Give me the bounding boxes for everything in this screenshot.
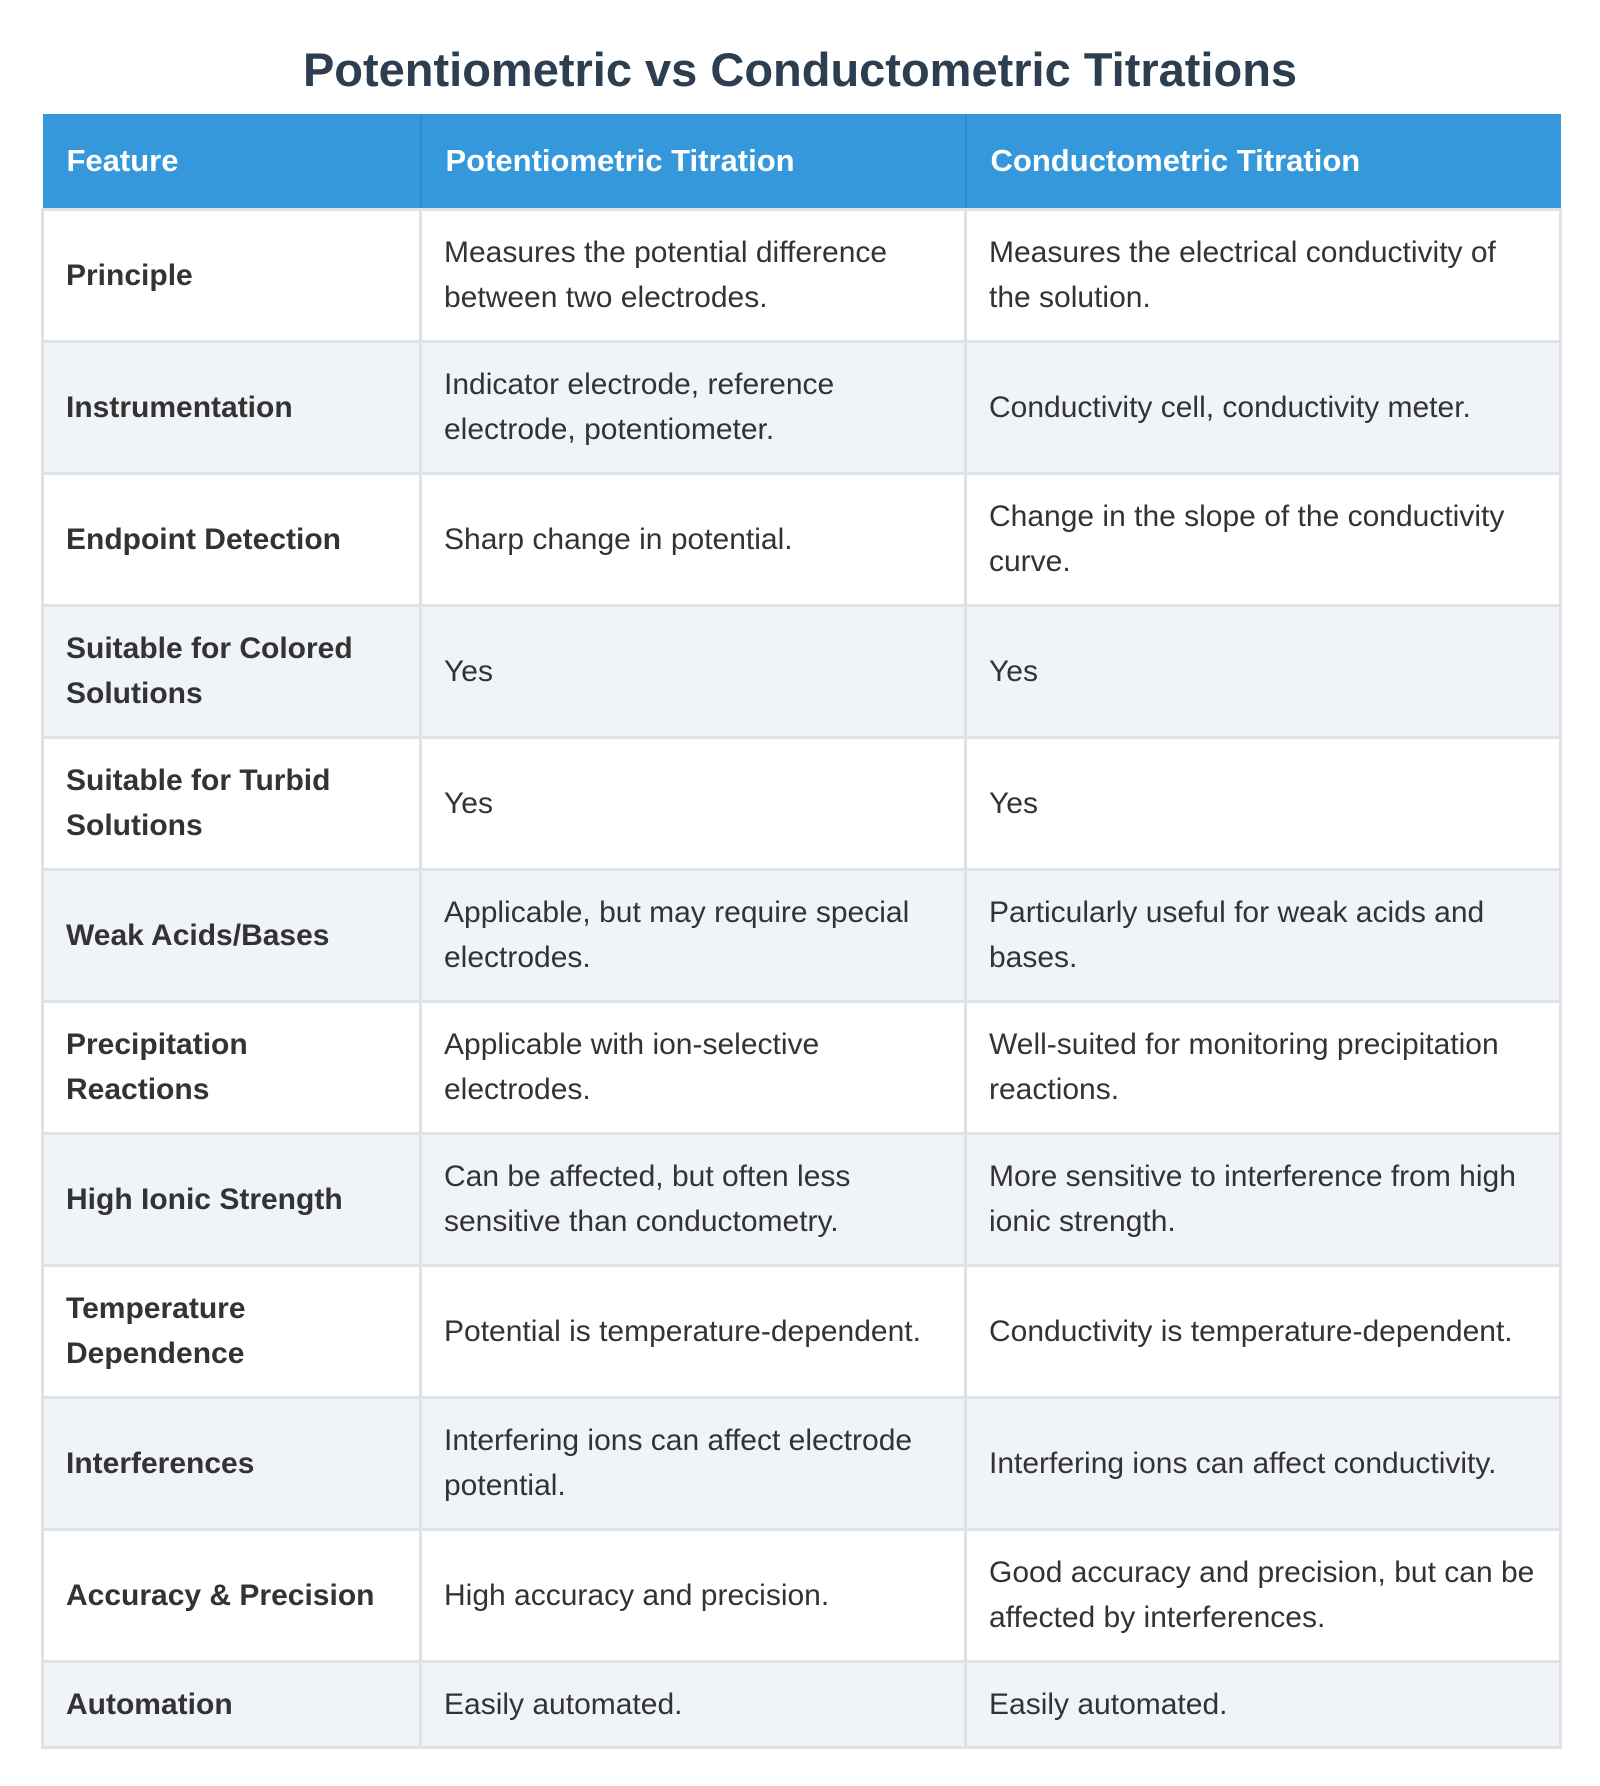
header-potentiometric: Potentiometric Titration	[421, 114, 966, 209]
conductometric-cell: Well-suited for monitoring precipitation reactions.	[966, 1001, 1561, 1133]
potentiometric-cell: Applicable, but may require special electrodes.	[421, 869, 966, 1001]
potentiometric-cell: Yes	[421, 605, 966, 737]
feature-cell: Precipitation Reactions	[43, 1001, 421, 1133]
table-row	[43, 737, 1561, 869]
conductometric-cell: More sensitive to interference from high ionic strength.	[966, 1133, 1561, 1265]
feature-cell: Instrumentation	[43, 341, 421, 473]
potentiometric-cell: Potential is temperature-dependent.	[421, 1265, 966, 1397]
feature-cell: Endpoint Detection	[43, 473, 421, 605]
table-row	[43, 209, 1561, 341]
feature-cell: Accuracy & Precision	[43, 1529, 421, 1661]
potentiometric-cell: High accuracy and precision.	[421, 1529, 966, 1661]
conductometric-cell: Interfering ions can affect conductivity.	[966, 1397, 1561, 1529]
potentiometric-cell: Measures the potential difference between two electrodes.	[421, 209, 966, 341]
comparison-table-container	[41, 114, 1559, 1749]
comparison-table	[41, 114, 1562, 1749]
table-row	[43, 1661, 1561, 1747]
feature-cell: Principle	[43, 209, 421, 341]
table-row	[43, 1529, 1561, 1661]
conductometric-cell: Easily automated.	[966, 1661, 1561, 1747]
potentiometric-cell: Easily automated.	[421, 1661, 966, 1747]
table-row	[43, 1001, 1561, 1133]
feature-cell: Suitable for Turbid Solutions	[43, 737, 421, 869]
conductometric-cell: Yes	[966, 737, 1561, 869]
conductometric-cell: Measures the electrical conductivity of the solution.	[966, 209, 1561, 341]
table-row	[43, 869, 1561, 1001]
table-row	[43, 473, 1561, 605]
conductometric-cell: Particularly useful for weak acids and bases.	[966, 869, 1561, 1001]
feature-cell: High Ionic Strength	[43, 1133, 421, 1265]
conductometric-cell: Conductivity cell, conductivity meter.	[966, 341, 1561, 473]
header-feature: Feature	[43, 114, 421, 209]
table-row	[43, 1265, 1561, 1397]
header-conductometric: Conductometric Titration	[966, 114, 1561, 209]
page-title: Potentiometric vs Conductometric Titrations	[302, 43, 1298, 96]
table-row	[43, 1133, 1561, 1265]
potentiometric-cell: Sharp change in potential.	[421, 473, 966, 605]
potentiometric-cell: Applicable with ion-selective electrodes.	[421, 1001, 966, 1133]
feature-cell: Weak Acids/Bases	[43, 869, 421, 1001]
conductometric-cell: Change in the slope of the conductivity curve.	[966, 473, 1561, 605]
conductometric-cell: Yes	[966, 605, 1561, 737]
potentiometric-cell: Interfering ions can affect electrode potential.	[421, 1397, 966, 1529]
table-row	[43, 341, 1561, 473]
feature-cell: Suitable for Colored Solutions	[43, 605, 421, 737]
feature-cell: Automation	[43, 1661, 421, 1747]
conductometric-cell: Good accuracy and precision, but can be affected by interferences.	[966, 1529, 1561, 1661]
table-row	[43, 605, 1561, 737]
feature-cell: Interferences	[43, 1397, 421, 1529]
potentiometric-cell: Yes	[421, 737, 966, 869]
table-header-row	[43, 114, 1561, 209]
conductometric-cell: Conductivity is temperature-dependent.	[966, 1265, 1561, 1397]
feature-cell: Temperature Dependence	[43, 1265, 421, 1397]
potentiometric-cell: Can be affected, but often less sensitive than conductometry.	[421, 1133, 966, 1265]
potentiometric-cell: Indicator electrode, reference electrode, potentiometer.	[421, 341, 966, 473]
table-row	[43, 1397, 1561, 1529]
